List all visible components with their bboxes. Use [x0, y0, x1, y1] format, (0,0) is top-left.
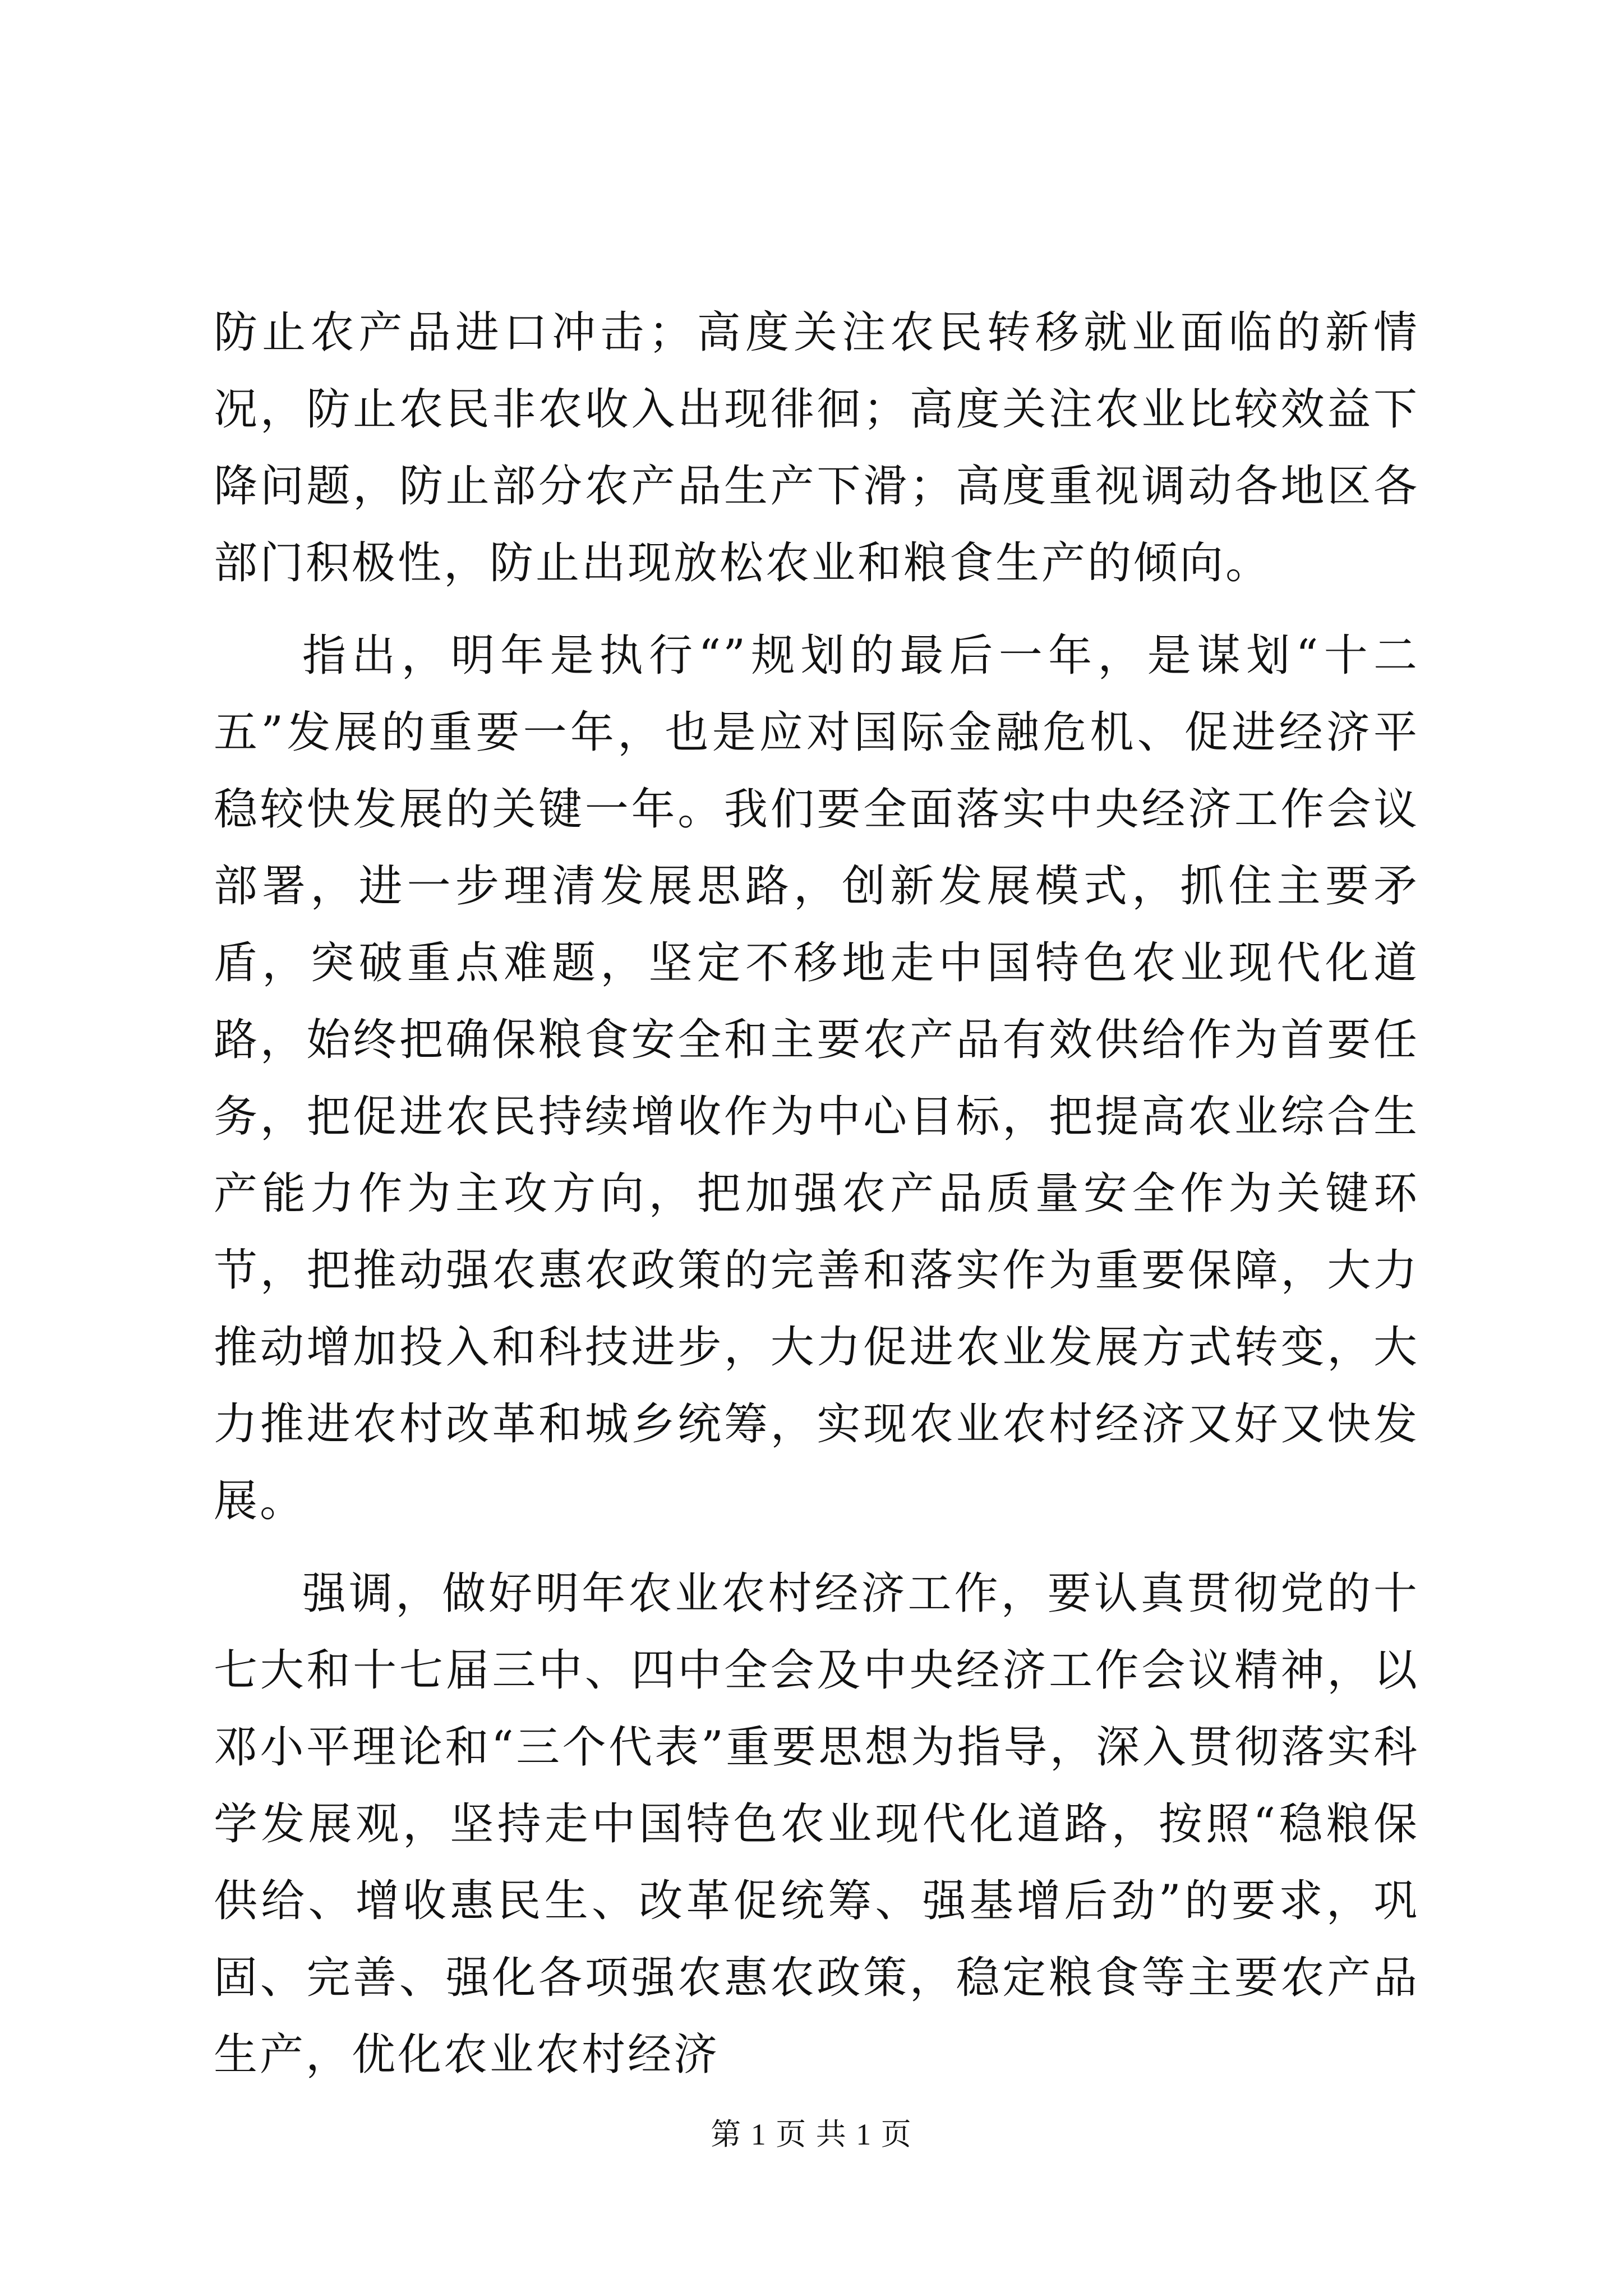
paragraph-continuation: 防止农产品进口冲击；高度关注农民转移就业面临的新情况，防止农民非农收入出现徘徊；高度关注农业比较效益下降问题，防止部分农产品生产下滑；高度重视调动各地区各部门积极性，防止出现放松农业和粮食生产的倾向。 — [214, 307, 1419, 588]
paragraph: 强调，做好明年农业农村经济工作，要认真贯彻党的十七大和十七届三中、四中全会及中央经济工作会议精神，以邓小平理论和“三个代表”重要思想为指导，深入贯彻落实科学发展观，坚持走中国特色农业现代化道路，按照“稳粮保供给、增收惠民生、改革促统筹、强基增后劲”的要求，巩固、完善、强化各项强农惠农政策，稳定粮食等主要农产品生产，优化农业农村经济 — [214, 1568, 1419, 2080]
document-body — [214, 295, 1419, 2093]
paragraph: 指出，明年是执行“”规划的最后一年，是谋划“十二五”发展的重要一年，也是应对国际金融危机、促进经济平稳较快发展的关键一年。我们要全面落实中央经济工作会议部署，进一步理清发展思路，创新发展模式，抓住主要矛盾，突破重点难题，坚定不移地走中国特色农业现代化道路，始终把确保粮食安全和主要农产品有效供给作为首要任务，把促进农民持续增收作为中心目标，把提高农业综合生产能力作为主攻方向，把加强农产品质量安全作为关键环节，把推动强农惠农政策的完善和落实作为重要保障，大力推动增加投入和科技进步，大力促进农业发展方式转变，大力推进农村改革和城乡统筹，实现农业农村经济又好又快发展。 — [214, 631, 1419, 1526]
page-number-footer: 第 1 页 共 1 页 — [711, 2118, 912, 2151]
